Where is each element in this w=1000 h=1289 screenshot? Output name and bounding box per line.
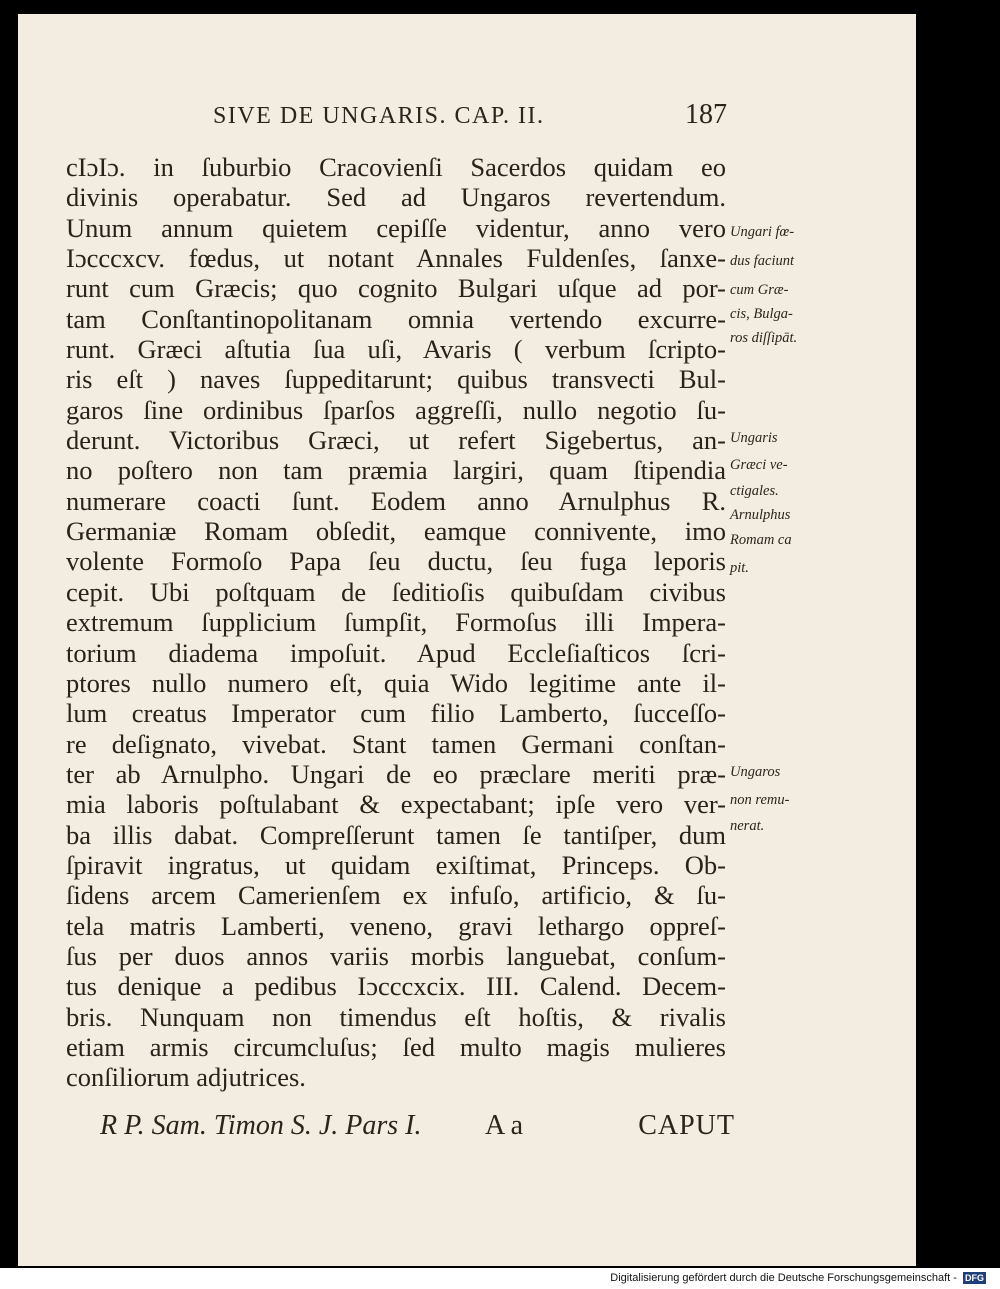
text-line: ſpiravit ingratus, ut quidam exiſtimat, Princeps. Ob- [66,849,726,880]
text-line: tela matris Lamberti, veneno, gravi lethargo oppreſ- [66,910,726,941]
text-line: ba illis dabat. Compreſſerunt tamen ſe tantiſper, dum [66,819,726,850]
text-line: ptores nullo numero eſt, quia Wido legitime ante il- [66,667,726,698]
text-line: numerare coacti ſunt. Eodem anno Arnulphus R. [66,485,726,516]
margin-note: cis, Bulga- [730,306,793,322]
margin-note: cum Græ- [730,282,789,298]
text-line: ter ab Arnulpho. Ungari de eo præclare meriti præ- [66,758,726,789]
digitization-credit [610,1272,986,1284]
text-line: re deſignato, vivebat. Stant tamen Germani conſtan- [66,728,726,759]
page-number: 187 [685,99,727,130]
margin-note: Ungaris [730,430,778,446]
text-line: no poſtero non tam præmia largiri, quam ſtipendia [66,455,726,486]
text-line: mia laboris poſtulabant & expectabant; ipſe vero ver- [66,789,726,820]
text-line: divinis operabatur. Sed ad Ungaros revertendum. [66,182,726,213]
margin-note: Ungari fœ- [730,224,795,240]
text-line: tam Conſtantinopolitanam omnia vertendo excurre- [66,303,726,334]
body-text [66,152,726,1093]
margin-note: non remu- [730,792,790,808]
margin-note: ros diſſipāt. [730,330,798,346]
footer-author: R P. Sam. Timon S. J. Pars I. [100,1110,422,1141]
catchword: CAPUT [638,1110,735,1141]
margin-note: pit. [730,560,749,576]
dfg-logo: DFG [965,1273,984,1284]
text-line: conſiliorum adjutrices. [66,1062,306,1093]
text-line: garos ſine ordinibus ſparſos aggreſſi, nullo negotio ſu- [66,394,726,425]
text-line: runt. Græci aſtutia ſua uſi, Avaris ( verbum ſcripto- [66,334,726,365]
margin-note: Ungaros [730,764,781,780]
text-line: lum creatus Imperator cum filio Lamberto, ſucceſſo- [66,698,726,729]
margin-note: ctigales. [730,483,779,499]
text-line: Unum annum quietem cepiſſe videntur, anno vero [66,212,726,243]
text-line: cepit. Ubi poſtquam de ſeditioſis quibuſdam civibus [66,576,726,607]
margin-note: nerat. [730,818,765,834]
page-footer [100,1110,735,1150]
credit-text: Digitalisierung gefördert durch die Deutsche Forschungsgemeinschaft - [610,1272,957,1284]
text-line: extremum ſupplicium ſumpſit, Formoſus illi Impera- [66,607,726,638]
text-line: torium diadema impoſuit. Apud Eccleſiaſticos ſcri- [66,637,726,668]
running-head: SIVE DE UNGARIS. CAP. II. [213,103,545,129]
page-header [213,99,733,133]
text-line: cIɔIɔ. in ſuburbio Cracovienſi Sacerdos quidam eo [66,152,726,182]
text-line: derunt. Victoribus Græci, ut refert Sigebertus, an- [66,425,726,456]
text-line: Germaniæ Romam obſedit, eamque connivente, imo [66,516,726,547]
text-line: bris. Nunquam non timendus eſt hoſtis, & rivalis [66,1001,726,1032]
margin-note: Arnulphus [730,507,791,523]
text-line: volente Formoſo Papa ſeu ductu, ſeu fuga leporis [66,546,726,577]
text-line: ris eſt ) naves ſuppeditarunt; quibus transvecti Bul- [66,364,726,395]
text-line: ſus per duos annos variis morbis languebat, conſum- [66,940,726,971]
text-line: etiam armis circumcluſus; ſed multo magis mulieres [66,1031,726,1062]
text-line: ſidens arcem Camerienſem ex infuſo, artificio, & ſu- [66,880,726,911]
text-line: runt cum Græcis; quo cognito Bulgari uſque ad por- [66,273,726,304]
text-line: Iɔcccxcv. fœdus, ut notant Annales Fuldenſes, ſanxe- [66,243,726,274]
margin-note: Romam ca [730,532,792,548]
margin-note: dus faciunt [730,253,795,269]
signature-mark: A a [485,1110,524,1141]
margin-note: Græci ve- [730,457,788,473]
text-line: tus denique a pedibus Iɔcccxcix. III. Calend. Decem- [66,971,726,1002]
